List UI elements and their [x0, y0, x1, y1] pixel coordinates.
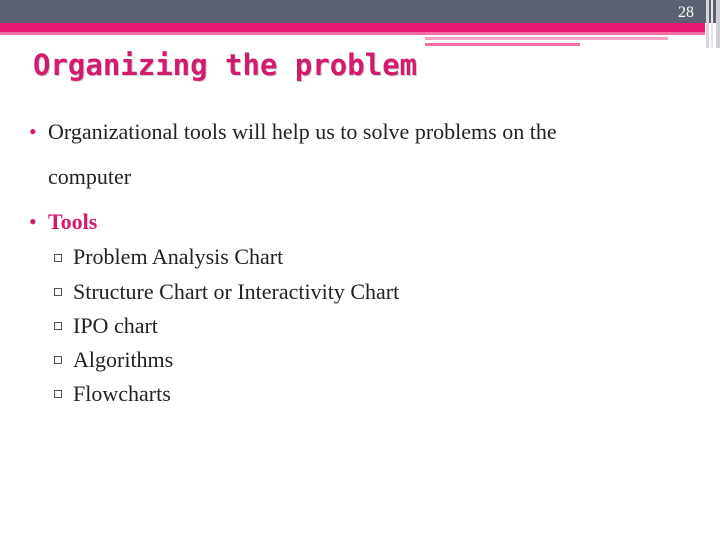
header-side-stripe: [716, 0, 720, 48]
page-number: 28: [678, 4, 694, 21]
sub-item: Structure Chart or Interactivity Chart: [73, 279, 400, 304]
header-accent-band: [0, 23, 705, 32]
sub-item: Flowcharts: [73, 381, 171, 406]
bullet-text: Organizational tools will help us to solve problems on the: [48, 119, 557, 144]
header-side-stripe: [711, 0, 713, 48]
bullet-heading-tools: Tools: [48, 209, 98, 234]
header-accent-line: [425, 43, 580, 46]
sub-bullet-marker: [54, 254, 62, 262]
sub-bullet-marker: [54, 390, 62, 398]
header-side-stripe: [706, 0, 709, 48]
header-accent-line: [425, 37, 668, 40]
bullet-text-continued: computer: [48, 164, 132, 189]
bullet-dot: •: [29, 209, 37, 234]
bullet-dot: •: [29, 119, 37, 144]
header-accent-line: [0, 32, 705, 35]
sub-bullet-marker: [54, 356, 62, 364]
header-bar: [0, 0, 720, 23]
sub-bullet-marker: [54, 288, 62, 296]
slide-title: Organizing the problem: [33, 48, 418, 82]
sub-item: IPO chart: [73, 313, 158, 338]
sub-bullet-marker: [54, 322, 62, 330]
sub-item: Algorithms: [73, 347, 174, 372]
sub-item: Problem Analysis Chart: [73, 244, 284, 269]
